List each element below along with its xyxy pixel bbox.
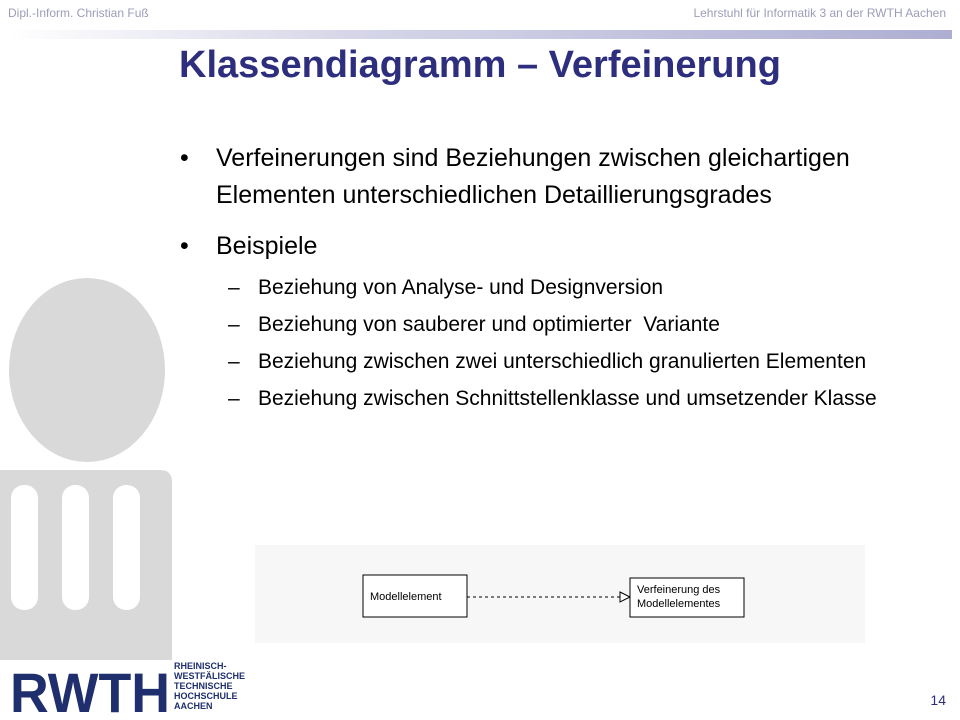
sub-bullet-text: Beziehung von Analyse- und Designversion bbox=[258, 276, 664, 299]
slide-title: Klassendiagramm – Verfeinerung bbox=[179, 44, 781, 86]
refined-class-label-line1: Verfeinerung des bbox=[637, 584, 721, 596]
bullet-text: Verfeinerungen sind Beziehungen zwischen gleichartigen Elementen unterschiedlichen Detaillierungsgrades bbox=[216, 144, 850, 209]
rwth-wordmark: RWTH bbox=[10, 661, 170, 718]
figure-head bbox=[9, 278, 165, 462]
bullet-item bbox=[180, 140, 910, 214]
refinement-diagram bbox=[255, 545, 865, 643]
decorative-figure-graphic bbox=[0, 0, 180, 720]
figure-stripe bbox=[11, 485, 38, 610]
source-class-label: Modellelement bbox=[370, 591, 442, 603]
refined-class-label-line2: Modellelementes bbox=[637, 598, 721, 610]
bullet-item bbox=[180, 228, 910, 265]
bullet-marker: • bbox=[180, 232, 189, 260]
logo-line: TECHNISCHE bbox=[174, 681, 233, 691]
page-number: 14 bbox=[930, 692, 946, 708]
sub-bullet-text: Beziehung zwischen Schnittstellenklasse und umsetzender Klasse bbox=[258, 387, 877, 410]
logo-line: HOCHSCHULE bbox=[174, 691, 238, 701]
sub-bullet-item bbox=[180, 273, 910, 302]
sub-bullet-marker: – bbox=[228, 350, 240, 373]
sub-bullet-text: Beziehung zwischen zwei unterschiedlich granulierten Elementen bbox=[258, 350, 867, 373]
sub-bullet-marker: – bbox=[228, 313, 240, 336]
sub-bullet-text: Beziehung von sauberer und optimierter Variante bbox=[258, 313, 720, 336]
diagram-canvas bbox=[255, 545, 865, 643]
sub-bullet-marker: – bbox=[228, 387, 240, 410]
logo-line: AACHEN bbox=[174, 701, 213, 711]
figure-stripe bbox=[113, 485, 140, 610]
header-institution: Lehrstuhl für Informatik 3 an der RWTH Aachen bbox=[693, 6, 946, 20]
logo-line: WESTFÄLISCHE bbox=[174, 671, 245, 681]
logo-line: RHEINISCH- bbox=[174, 661, 227, 671]
sub-bullet-marker: – bbox=[228, 276, 240, 299]
refinement-arrow-head bbox=[620, 592, 630, 602]
sub-bullet-item bbox=[180, 384, 910, 413]
slide-content bbox=[180, 140, 910, 421]
sub-bullet-item bbox=[180, 310, 910, 339]
rwth-logo bbox=[10, 660, 260, 718]
figure-stripe bbox=[62, 485, 89, 610]
bullet-marker: • bbox=[180, 144, 189, 172]
header-author: Dipl.-Inform. Christian Fuß bbox=[8, 6, 149, 20]
bullet-text: Beispiele bbox=[216, 232, 318, 260]
sub-bullet-item bbox=[180, 347, 910, 376]
